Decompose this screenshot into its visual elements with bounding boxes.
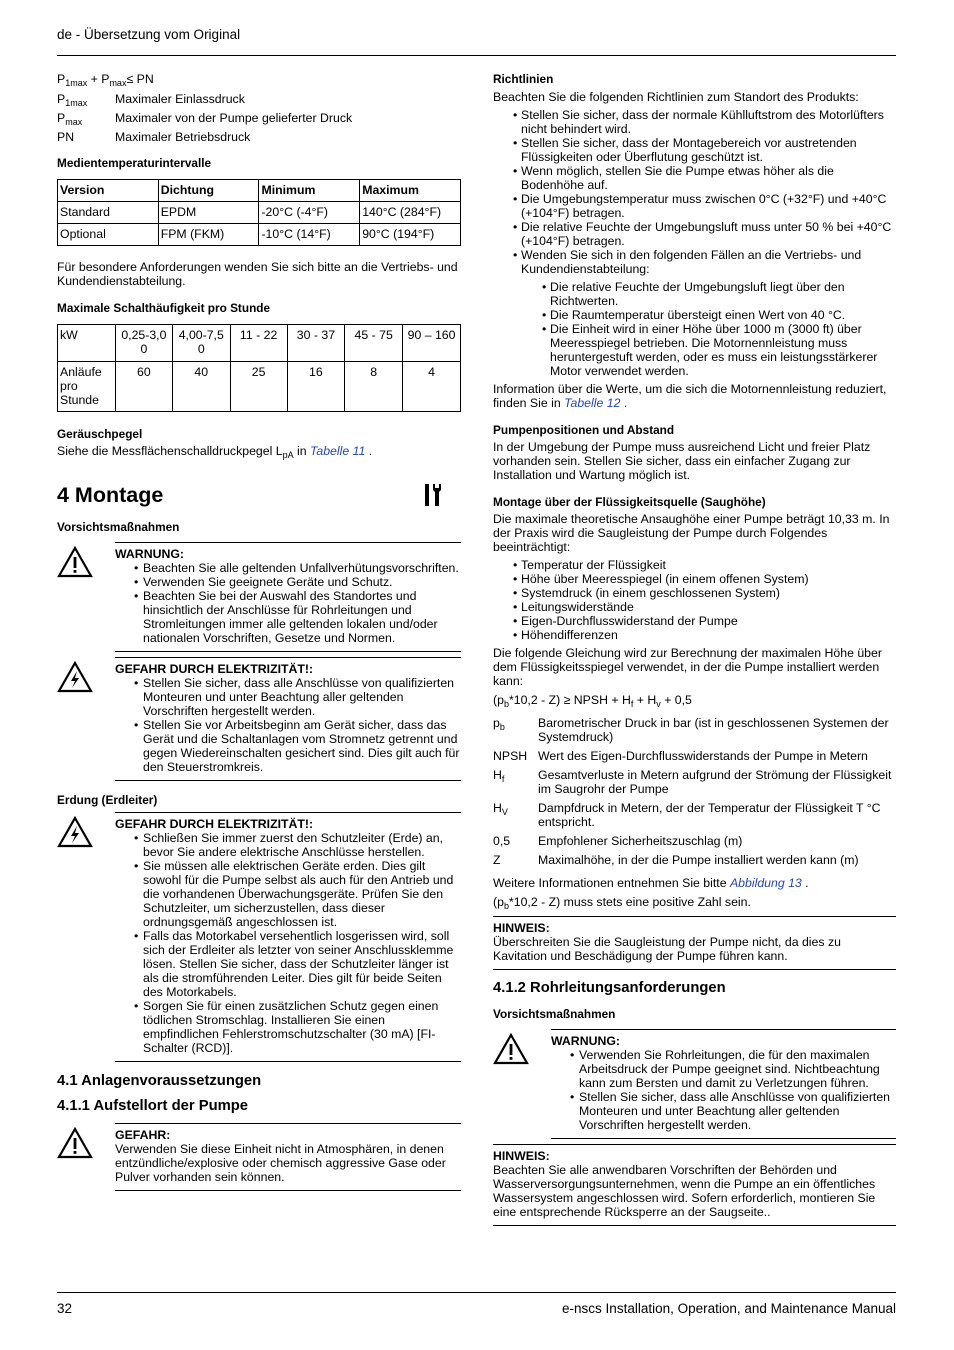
note-text: Überschreiten Sie die Saugleistung der Pumpe nicht, da dies zu Kavitation und Beschädigung der Pumpe führen kann.: [493, 935, 841, 963]
warning-item: • Beachten Sie alle geltenden Unfallverhütungsvorschriften.: [115, 561, 461, 575]
suction-factor-item: • Eigen-Durchflusswiderstand der Pumpe: [493, 614, 896, 628]
guideline-item: • Wenn möglich, stellen Sie die Pumpe etwas höher als die Bodenhöhe auf.: [493, 164, 896, 192]
electric-danger-title: GEFAHR DURCH ELEKTRIZITÄT!:: [115, 817, 314, 831]
warning-item: • Verwenden Sie geeignete Geräte und Schutz.: [115, 575, 461, 589]
danger-text: Verwenden Sie diese Einheit nicht in Atmosphären, in denen entzündliche/explosive oder chemisch aggressive Gase oder Pulver vorhanden sein können.: [115, 1142, 446, 1184]
table-header-cell: Version: [58, 180, 159, 202]
left-column: [57, 72, 461, 1191]
table-11-link[interactable]: Tabelle 11: [310, 444, 366, 458]
table-cell: 45 - 75: [345, 325, 403, 362]
precautions-heading: Vorsichtsmaßnahmen: [57, 520, 180, 534]
section-4-1: 4.1 Anlagenvoraussetzungen: [57, 1073, 262, 1089]
suction-factor-item: • Leitungswiderstände: [493, 600, 896, 614]
table-cell: 25: [230, 362, 287, 412]
pressure-definitions: [57, 92, 461, 144]
suction-text: Die maximale theoretische Ansaughöhe einer Pumpe beträgt 10,33 m. In der Praxis wird die Saugleistung der Pumpe durch Folgendes beeinträchtigt:: [493, 512, 890, 554]
electric-danger-title: GEFAHR DURCH ELEKTRIZITÄT!:: [115, 662, 314, 676]
noise-text: Siehe die Messflächenschalldruckpegel $L_{pA}$ in Tabelle 11 .: [57, 444, 373, 460]
equation-definitions: [493, 716, 896, 867]
danger-box: [57, 1123, 461, 1191]
electric-danger-item: • Falls das Motorkabel versehentlich losgerissen wird, soll sich der Erdleiter als letzter von seiner Anschlussklemme lösen. Stellen Sie sicher, dass der Schutzleiter länger ist als die stromführenden Leiter. Dies gilt für beide Seiten des Motorkabels.: [115, 929, 461, 999]
suction-factor-item: • Systemdruck (in einem geschlossenen System): [493, 586, 896, 600]
warning-box-2: [493, 1029, 896, 1139]
switch-heading: Maximale Schalthäufigkeit pro Stunde: [57, 301, 271, 315]
section-4-1-1: 4.1.1 Aufstellort der Pumpe: [57, 1098, 249, 1114]
warning-box-1: [57, 542, 461, 652]
table-cell: 8: [345, 362, 403, 412]
table-cell: 4,00-7,5 0: [172, 325, 230, 362]
table-header-cell: Minimum: [259, 180, 360, 202]
table-cell: -10°C (14°F): [259, 224, 360, 246]
warning-item: • Verwenden Sie Rohrleitungen, die für den maximalen Arbeitsdruck der Pumpe geeignet sind. Nichtbeachtung kann zum Bersten und damit zu Verletzungen führen.: [551, 1048, 896, 1090]
definition-row: [57, 111, 461, 125]
electric-danger-box-1: [57, 657, 461, 781]
definition-term: 0,5: [493, 834, 511, 848]
note-text: Beachten Sie alle anwendbaren Vorschriften der Behörden und Wasserversorgungsunternehmen, wenn die Pumpe an ein öffentliches Wassersystem angeschlossen wird. Sofern erforderlich, montieren Sie eine entsprechende Rücksperre an der Saugseite..: [493, 1163, 876, 1219]
warning-triangle-icon: [57, 542, 115, 652]
electric-hazard-icon: [57, 657, 115, 781]
table-cell: 140°C (284°F): [360, 202, 461, 224]
definition-description: Empfohlener Sicherheitszuschlag (m): [538, 834, 743, 848]
table-cell: 0,25-3,0 0: [115, 325, 172, 362]
positions-text: In der Umgebung der Pumpe muss ausreichend Licht und freier Platz vorhanden sein. Stellen Sie sicher, dass ein einfacher Zugang zur Installation und Wartung möglich ist.: [493, 440, 871, 482]
definition-row: [57, 130, 461, 144]
note-title: HINWEIS:: [493, 1149, 550, 1163]
definition-description: Maximaler von der Pumpe gelieferter Druck: [115, 111, 353, 125]
definition-term: $P_{1max}$: [57, 92, 88, 108]
definition-row: [493, 768, 896, 796]
table-12-link[interactable]: Tabelle 12: [564, 396, 621, 410]
definition-description: Dampfdruck in Metern, der der Temperatur der Flüssigkeit T °C entspricht.: [538, 801, 881, 829]
electric-danger-item: • Stellen Sie vor Arbeitsbeginn am Gerät sicher, dass das Gerät und die Schaltanlagen vom Stromnetz getrennt und gegen Wiedereinschalten gesichert sind. Dies gilt auch für den Steuerstromkreis.: [115, 718, 461, 774]
precautions-heading: Vorsichtsmaßnahmen: [493, 1007, 616, 1021]
table-cell: 11 - 22: [230, 325, 287, 362]
definition-description: Maximaler Betriebsdruck: [115, 130, 251, 144]
warning-triangle-icon: [493, 1029, 551, 1139]
derating-info: Information über die Werte, um die sich die Motornennleistung reduziert, finden Sie in Tabelle 12 .: [493, 382, 887, 410]
table-cell: 90 – 160: [403, 325, 461, 362]
noise-heading: Geräuschpegel: [57, 427, 143, 441]
section-4-1-2: 4.1.2 Rohrleitungsanforderungen: [493, 980, 726, 996]
definition-row: [493, 716, 896, 744]
guideline-item: • Stellen Sie sicher, dass der Montagebereich vor austretenden Flüssigkeiten oder Überflutung geschützt ist.: [493, 136, 896, 164]
warning-triangle-icon: [57, 1123, 115, 1191]
definition-description: Barometrischer Druck in bar (ist in geschlossenen Systemen der Systemdruck): [538, 716, 889, 744]
earthing-heading: Erdung (Erdleiter): [57, 793, 158, 807]
suction-factor-item: • Höhendifferenzen: [493, 628, 896, 642]
note-box-2: [493, 1144, 896, 1226]
table-header-cell: Dichtung: [158, 180, 259, 202]
suction-factor-item: • Höhe über Meeresspiegel (in einem offenen System): [493, 572, 896, 586]
table-cell: Anläufe pro Stunde: [58, 362, 116, 412]
guidelines-intro: Beachten Sie die folgenden Richtlinien zum Standort des Produkts:: [493, 90, 859, 104]
suction-heading: Montage über der Flüssigkeitsquelle (Saughöhe): [493, 495, 766, 509]
definition-description: Maximaler Einlassdruck: [115, 92, 245, 106]
definition-term: PN: [57, 130, 75, 144]
page-header: de - Übersetzung vom Original: [57, 27, 241, 42]
table-cell: 90°C (194°F): [360, 224, 461, 246]
guideline-item: • Die relative Feuchte der Umgebungsluft muss unter 50 % bei +40°C (+104°F) betragen.: [493, 220, 896, 248]
definition-term: $P_{max}$: [57, 111, 83, 127]
right-column: [493, 72, 896, 1226]
definition-row: [493, 749, 896, 763]
definition-term: $H_V$: [493, 801, 508, 817]
table-cell: 16: [287, 362, 345, 412]
electric-hazard-icon: [57, 812, 115, 1062]
chapter-title: 4 Montage: [57, 482, 461, 508]
manual-title: e-nscs Installation, Operation, and Maintenance Manual: [562, 1301, 896, 1316]
definition-description: Maximalhöhe, in der die Pumpe installiert werden kann (m): [538, 853, 859, 867]
equation: $(p_b*10,2 - Z)$ ≥ NPSH + $H_f + H_v + 0,5$: [493, 693, 692, 709]
positive-note: $(p_b*10,2 - Z)$ muss stets eine positive Zahl sein.: [493, 895, 751, 911]
guideline-subitem: • Die relative Feuchte der Umgebungsluft liegt über den Richtwerten.: [493, 280, 896, 308]
definition-row: [493, 834, 896, 848]
header-rule: [57, 55, 896, 56]
table-cell: 60: [115, 362, 172, 412]
guideline-item: • Die Umgebungstemperatur muss zwischen 0°C (+32°F) und +40°C (+104°F) betragen.: [493, 192, 896, 220]
equation-intro: Die folgende Gleichung wird zur Berechnung der maximalen Höhe über dem Flüssigkeitsspiegel verwendet, in der die Pumpe installiert werden kann:: [493, 646, 882, 688]
electric-danger-item: • Sorgen Sie für einen zusätzlichen Schutz gegen einen tödlichen Stromschlag. Installieren Sie einen empfindlichen Fehlerstromschutzschalter (30 mA) [FI-Schalter (RCD)].: [115, 999, 461, 1055]
temperature-table: [57, 179, 461, 246]
note-title: HINWEIS:: [493, 921, 550, 935]
definition-term: $p_b$: [493, 716, 505, 732]
definition-term: Z: [493, 853, 501, 867]
temperature-note: Für besondere Anforderungen wenden Sie sich bitte an die Vertriebs- und Kundendienstabteilung.: [57, 260, 458, 288]
definition-term: NPSH: [493, 749, 528, 763]
positions-heading: Pumpenpositionen und Abstand: [493, 423, 675, 437]
guidelines-heading: Richtlinien: [493, 72, 554, 86]
table-cell: Standard: [58, 202, 159, 224]
electric-danger-item: • Sie müssen alle elektrischen Geräte erden. Dies gilt sowohl für die Pumpe selbst als auch für den Antrieb und die vorhandenen Überwachungsgeräte. Prüfen Sie den Schutzleiter, um sicherzustellen, dass dieser ordnungsgemäß angeschlossen ist.: [115, 859, 461, 929]
table-header-cell: Maximum: [360, 180, 461, 202]
warning-title: WARNUNG:: [551, 1034, 620, 1048]
table-cell: 4: [403, 362, 461, 412]
guideline-subitem: • Die Raumtemperatur übersteigt einen Wert von 40 °C.: [493, 308, 896, 322]
table-cell: 30 - 37: [287, 325, 345, 362]
temperature-heading: Medientemperaturintervalle: [57, 156, 212, 170]
electric-danger-item: • Stellen Sie sicher, dass alle Anschlüsse von qualifizierten Monteuren und unter Beachtung aller geltenden Vorschriften hergestellt werden.: [115, 676, 461, 718]
more-info: Weitere Informationen entnehmen Sie bitte Abbildung 13 .: [493, 876, 809, 890]
page-number: 32: [57, 1301, 73, 1316]
table-cell: Optional: [58, 224, 159, 246]
figure-13-link[interactable]: Abbildung 13: [729, 876, 802, 890]
definition-description: Wert des Eigen-Durchflusswiderstands der Pumpe in Metern: [538, 749, 868, 763]
definition-term: $H_f$: [493, 768, 505, 784]
tools-icon: [423, 482, 441, 508]
table-cell: 40: [172, 362, 230, 412]
warning-item: • Beachten Sie bei der Auswahl des Standortes und hinsichtlich der Anschlüsse für Rohrleitungen und Stromleitungen immer alle geltenden lokalen und/oder nationalen Vorschriften, Gesetze und Normen.: [115, 589, 461, 645]
table-cell: -20°C (-4°F): [259, 202, 360, 224]
warning-title: WARNUNG:: [115, 547, 184, 561]
suction-factor-item: • Temperatur der Flüssigkeit: [493, 558, 896, 572]
switch-frequency-table: [57, 324, 461, 412]
electric-danger-box-2: [57, 812, 461, 1062]
note-box-1: [493, 916, 896, 970]
table-cell: FPM (FKM): [158, 224, 259, 246]
pressure-formula: $P_{1max} + P_{max}\le$ PN: [57, 72, 154, 88]
definition-description: Gesamtverluste in Metern aufgrund der Strömung der Flüssigkeit im Saugrohr der Pumpe: [538, 768, 892, 796]
danger-title: GEFAHR:: [115, 1128, 171, 1142]
definition-row: [493, 801, 896, 829]
guideline-item: • Stellen Sie sicher, dass der normale Kühlluftstrom des Motorlüfters nicht behindert wird.: [493, 108, 896, 136]
warning-item: • Stellen Sie sicher, dass alle Anschlüsse von qualifizierten Monteuren und unter Beachtung aller geltenden Vorschriften hergestellt werden.: [551, 1090, 896, 1132]
guideline-item: • Wenden Sie sich in den folgenden Fällen an die Vertriebs- und Kundendienstabteilung:: [493, 248, 896, 276]
guideline-subitem: • Die Einheit wird in einer Höhe über 1000 m (3000 ft) über Meeresspiegel betrieben. Die Motornennleistung muss heruntergestuft werden, oder es muss ein leistungsstärkerer Motor verwendet werden.: [493, 322, 896, 378]
table-cell: kW: [58, 325, 116, 362]
definition-row: [493, 853, 896, 867]
definition-row: [57, 92, 461, 106]
table-cell: EPDM: [158, 202, 259, 224]
footer-rule: [57, 1292, 896, 1293]
electric-danger-item: • Schließen Sie immer zuerst den Schutzleiter (Erde) an, bevor Sie andere elektrische Anschlüsse herstellen.: [115, 831, 461, 859]
